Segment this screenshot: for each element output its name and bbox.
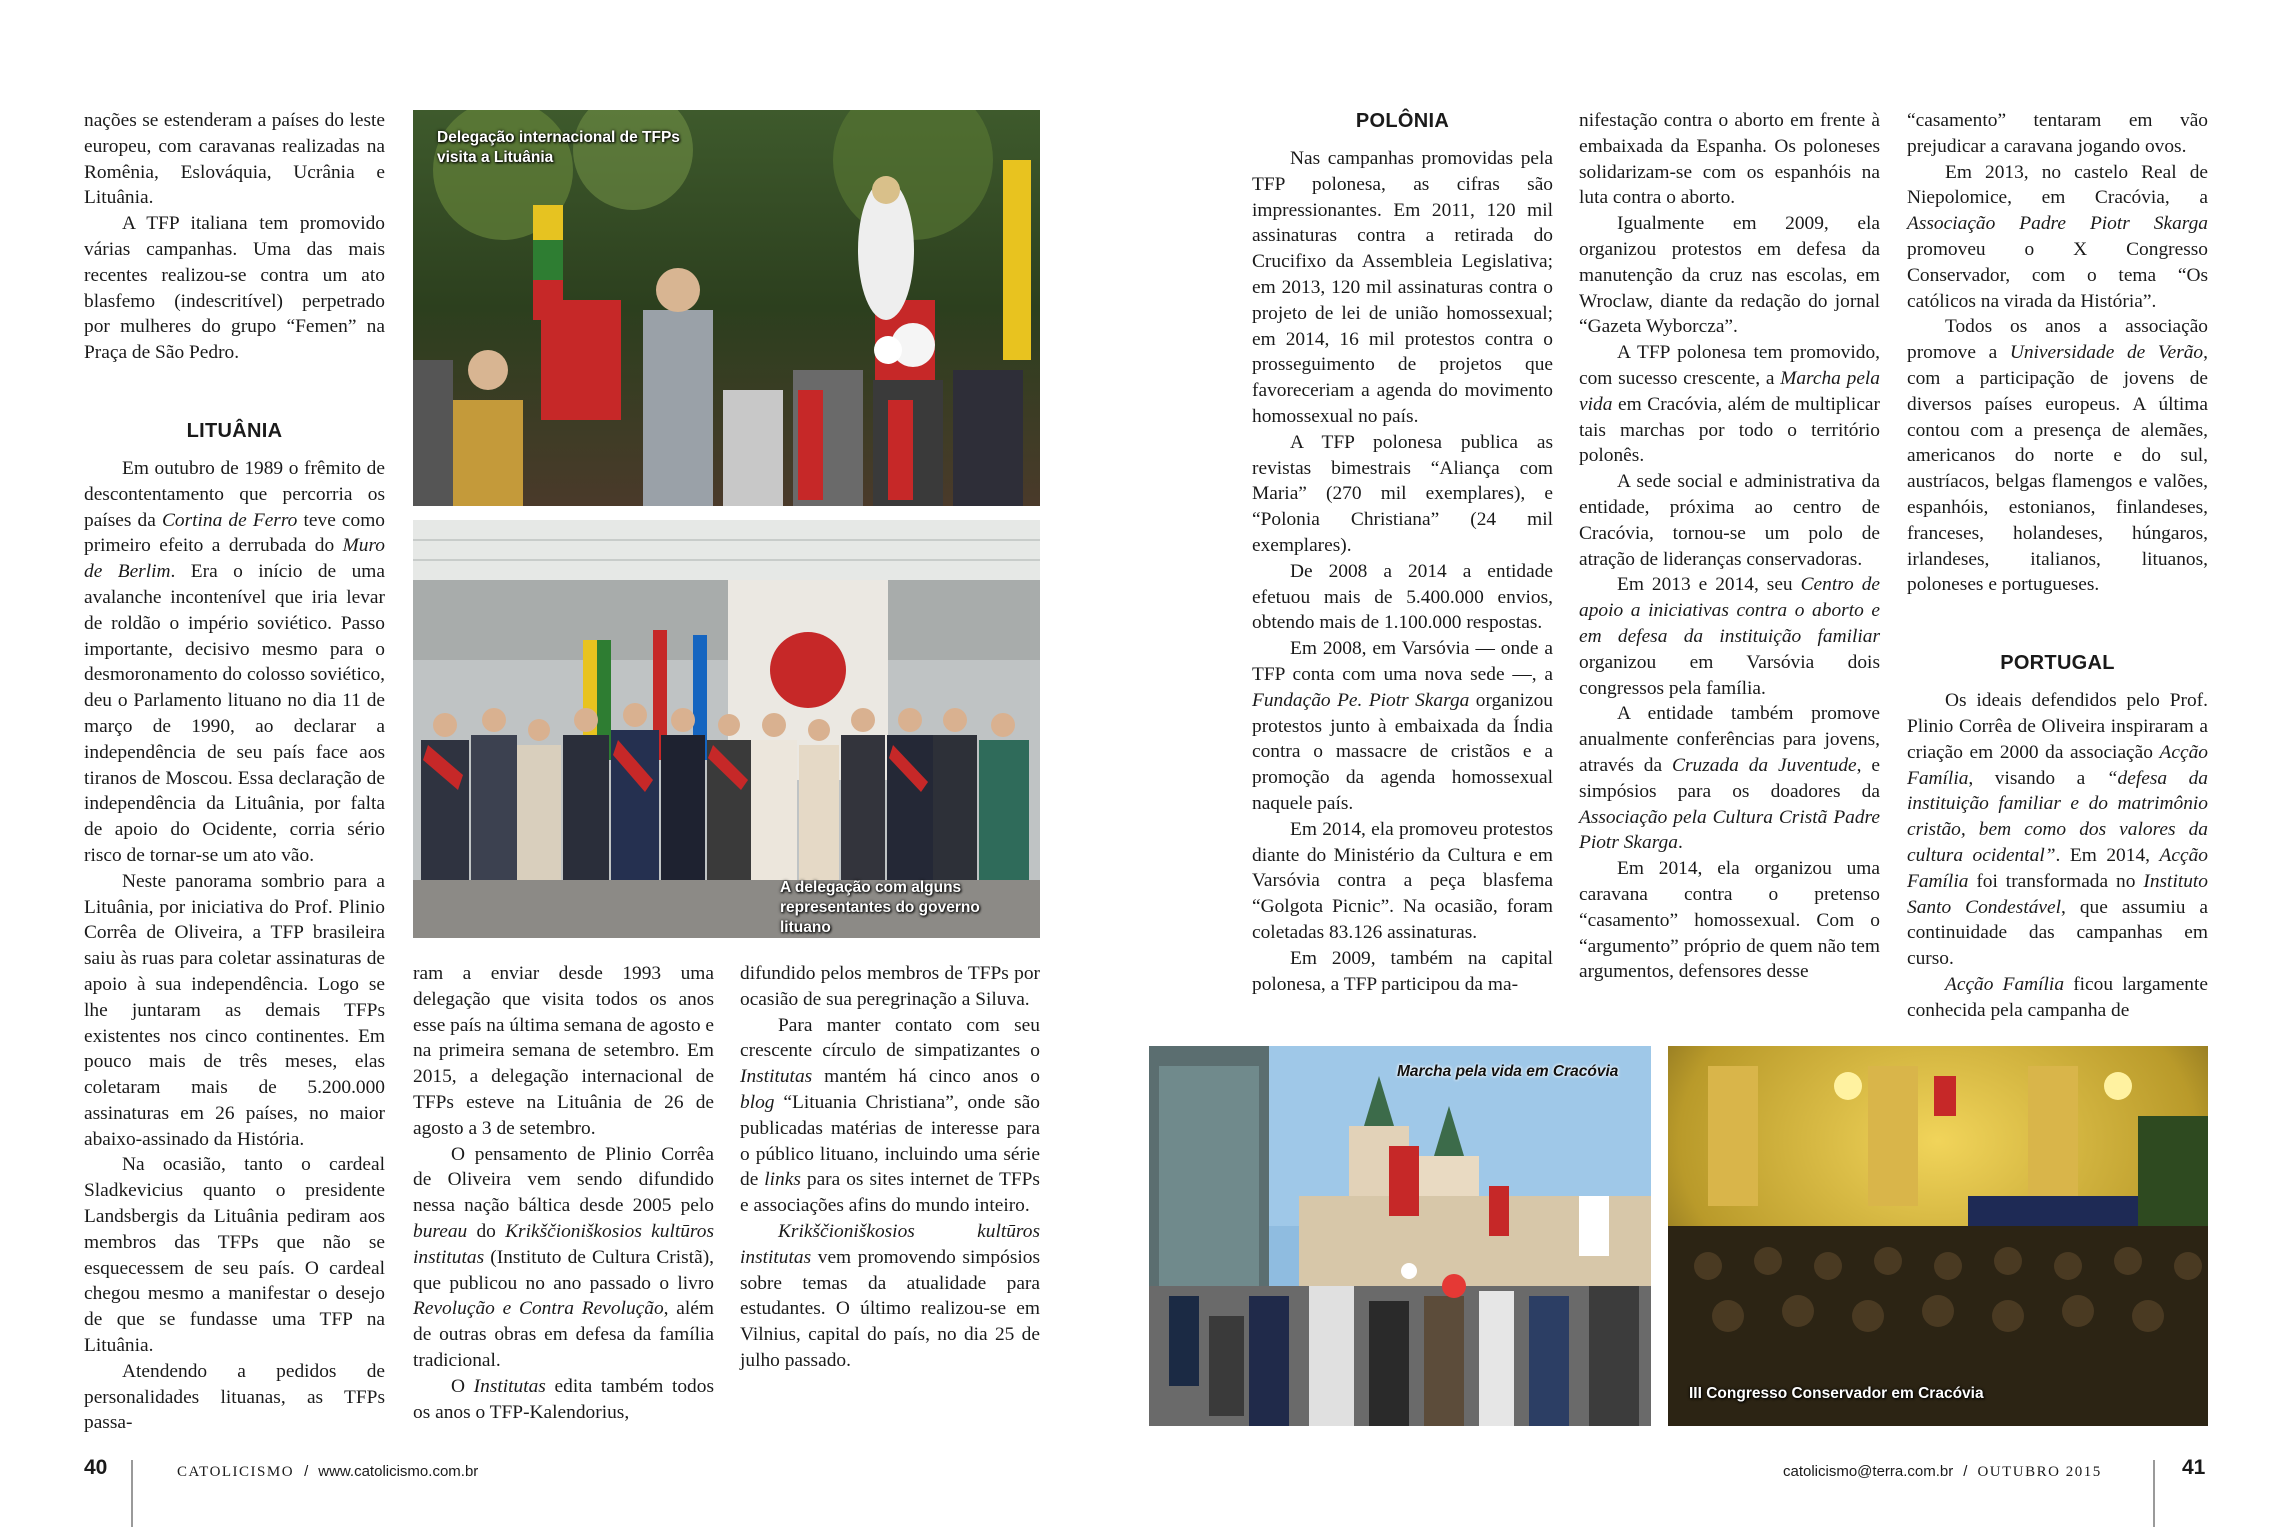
paragraph: nifestação contra o aborto em frente à embaixada da Espanha. Os poloneses solidarizam-se com os espanhóis na luta contra o aborto. xyxy=(1579,110,1880,209)
paragraph: Em 2008, em Varsóvia — onde a TFP conta com uma nova sede —, a Fundação Pe. Piotr Skarga organizou protestos junto à embaixada da Índia contra o massacre de cristãos e a promoção da agenda homossexual naquele país. xyxy=(1252,638,1553,814)
footer-separator: / xyxy=(1963,1463,1968,1480)
paragraph: A TFP polonesa publica as revistas bimestrais “Aliança com Maria” (270 mil exemplares), e “Polonia Christiana” (24 mil exemplares). xyxy=(1252,431,1553,556)
paragraph: ram a enviar desde 1993 uma delegação que visita todos os anos esse país na última semana de agosto e na primeira semana de setembro. Em 2015, a delegação internacional de TFPs esteve na Lituânia de 26 de agosto a 3 de setembro. xyxy=(413,963,714,1139)
right-page xyxy=(1139,0,2278,1527)
paragraph: Em 2014, ela organizou uma caravana contra o pretenso “casamento” homossexual. Com o “argumento” próprio de quem não tem argumentos, defensores desse xyxy=(1579,858,1880,983)
paragraph: Todos os anos a associação promove a Universidade de Verão, com a participação de jovens de diversos países europeus. A última contou com a presença de alemães, americanos do norte e do sul, austríacos, belgas flamengos e valões, espanhóis, estonianos, finlandeses, franceses, holandeses, húngaros, irlandeses, italianos, lituanos, poloneses e portugueses. xyxy=(1907,316,2208,596)
footer-masthead xyxy=(1783,1462,2102,1482)
paragraph: Os ideais defendidos pelo Prof. Plinio Corrêa de Oliveira inspiraram a criação em 2000 da associação Acção Família, visando a “defesa da instituição familiar e do matrimônio cristão, bem como dos valores da cultura ocidental”. Em 2014, Acção Família foi transformada no Instituto Santo Condestável, que assumiu a continuidade das campanhas em curso. xyxy=(1907,690,2209,970)
right-column-1 xyxy=(1252,108,1553,997)
photo-caption: A delegação com alguns representantes do governo lituano xyxy=(780,879,980,936)
paragraph: Para manter contato com seu crescente círculo de simpatizantes o Institutas mantém há cinco anos o blog “Lituania Christiana”, onde são publicadas matérias de interesse para o público lituano, incluindo uma série de links para os sites internet de TFPs e associações afins do mundo inteiro. xyxy=(740,1014,1040,1217)
magazine-name: CATOLICISMO xyxy=(177,1464,295,1480)
paragraph: A entidade também promove anualmente conferências para jovens, através da Cruzada da Juventude, e simpósios para os doadores da Associação pela Cultura Cristã Padre Piotr Skarga. xyxy=(1579,703,1880,854)
footer-left xyxy=(84,1458,107,1480)
paragraph: A TFP italiana tem promovido várias campanhas. Uma das mais recentes realizou-se contra um ato blasfemo (indescritível) perpetrado por mulheres do grupo “Femen” na Praça de São Pedro. xyxy=(84,213,385,364)
paragraph: nações se estenderam a países do leste europeu, com caravanas realizadas na Romênia, Eslováquia, Ucrânia e Lituânia. xyxy=(84,110,385,209)
paragraph: Em outubro de 1989 o frêmito de descontentamento que percorria os países da Cortina de Ferro teve como primeiro efeito a derrubada do Muro de Berlim. Era o início de uma avalanche incontenível que iria levar de roldão o império soviético. Passo importante, decisivo mesmo para o desmoronamento do colosso soviético, deu o Parlamento lituano no dia 11 de março de 1990, ao declarar a independência de seu país face aos tiranos de Moscou. Essa declaração de independência da Lituânia, por falta de apoio do Ocidente, corria sério risco de tornar-se um ato vão. xyxy=(84,457,386,866)
left-column-3 xyxy=(740,961,1040,1374)
photo-caption: Marcha pela vida em Cracóvia xyxy=(1397,1063,1619,1080)
photo-congress xyxy=(1668,1046,2208,1426)
paragraph: Acção Família ficou largamente conhecida pela campanha de xyxy=(1907,973,2208,1021)
footer-separator: / xyxy=(304,1463,309,1480)
paragraph: O pensamento de Plinio Corrêa de Oliveira vem sendo difundido nessa nação báltica desde 2005 pelo bureau do Krikščioniškosios kultūros institutas (Instituto de Cultura Cristã), que publicou no ano passado o livro Revolução e Contra Revolução, além de outras obras em defesa da família tradicional. xyxy=(413,1143,714,1371)
page-number: 41 xyxy=(2182,1456,2206,1479)
footer-divider xyxy=(2153,1460,2155,1527)
paragraph: Neste panorama sombrio para a Lituânia, por iniciativa do Prof. Plinio Corrêa de Oliveira, a TFP brasileira saiu às ruas para coletar assinaturas de apoio à sua independência. Logo se lhe juntaram as demais TFPs existentes nos cinco continentes. Em pouco mais de três meses, elas coletaram mais de 5.200.000 assinaturas em 26 países, no maior abaixo-assinado da História. xyxy=(84,870,385,1150)
footer-divider xyxy=(131,1460,133,1527)
email-link[interactable]: catolicismo@terra.com.br xyxy=(1783,1463,1954,1480)
photo-march-for-life xyxy=(1149,1046,1651,1426)
photo-delegation-lithuania xyxy=(413,110,1040,506)
paragraph: A TFP polonesa tem promovido, com sucesso crescente, a Marcha pela vida em Cracóvia, além de multiplicar tais marchas por todo o território polonês. xyxy=(1579,342,1881,467)
paragraph: De 2008 a 2014 a entidade efetuou mais de 5.400.000 envios, obtendo mais de 1.100.000 respostas. xyxy=(1252,560,1553,634)
photo-caption: Delegação internacional de TFPs visita a Lituânia xyxy=(437,129,680,166)
paragraph: Em 2014, ela promoveu protestos diante do Ministério da Cultura e em Varsóvia contra a peça blasfema “Golgota Picnic”. Na ocasião, foram coletadas 83.126 assinaturas. xyxy=(1252,818,1553,943)
section-heading-lituania: LITUÂNIA xyxy=(186,419,283,442)
paragraph: “casamento” tentaram em vão prejudicar a caravana jogando ovos. xyxy=(1907,110,2208,157)
paragraph: Em 2013 e 2014, seu Centro de apoio a iniciativas contra o aborto e em defesa da instituição familiar organizou em Varsóvia dois congressos pela família. xyxy=(1579,574,1880,699)
issue-date: OUTUBRO 2015 xyxy=(1977,1464,2102,1480)
paragraph: Igualmente em 2009, ela organizou protestos em defesa da manutenção da cruz nas escolas, em Wroclaw, diante da redação do jornal “Gazeta Wyborcza”. xyxy=(1579,213,1880,338)
paragraph: Krikščioniškosios kultūros institutas vem promovendo simpósios sobre temas da atualidade para estudantes. O último realizou-se em Vilnius, capital do país, no dia 25 de julho passado. xyxy=(740,1220,1040,1371)
left-column-1 xyxy=(84,108,385,1436)
footer-right xyxy=(2182,1458,2205,1480)
page-number: 40 xyxy=(84,1456,108,1479)
paragraph: A sede social e administrativa da entidade, próxima ao centro de Cracóvia, tornou-se um polo de atração de lideranças conservadoras. xyxy=(1579,471,1880,570)
section-heading-portugal: PORTUGAL xyxy=(2000,652,2115,675)
paragraph: O Institutas edita também todos os anos o TFP-Kalendorius, xyxy=(413,1375,714,1423)
right-column-3 xyxy=(1907,108,2208,1024)
section-heading-polonia: POLÔNIA xyxy=(1355,110,1450,132)
photo-delegation-government xyxy=(413,520,1040,938)
right-column-2 xyxy=(1579,108,1880,985)
website-link[interactable]: www.catolicismo.com.br xyxy=(318,1463,479,1480)
paragraph: Em 2009, também na capital polonesa, a TFP participou da ma- xyxy=(1252,947,1553,995)
paragraph: Na ocasião, tanto o cardeal Sladkevicius quanto o presidente Landsbergis da Lituânia pediram aos membros das TFPs que não se esquecessem de seu país. O cardeal chegou mesmo a manifestar o desejo de que se fundasse uma TFP na Lituânia. xyxy=(84,1154,385,1357)
paragraph: Nas campanhas promovidas pela TFP polonesa, as cifras são impressionantes. Em 2011, 120 mil assinaturas contra a retirada do Crucifixo da Assembleia Legislativa; em 2013, 120 mil assinaturas contra o projeto de lei de união homossexual; em 2014, 16 mil protestos contra o prosseguimento de projetos que favoreceriam a agenda do movimento homossexual no país. xyxy=(1252,148,1553,427)
photo-caption: III Congresso Conservador em Cracóvia xyxy=(1689,1385,1984,1402)
paragraph: Em 2013, no castelo Real de Niepolomice, em Cracóvia, a Associação Padre Piotr Skarga promoveu o X Congresso Conservador, com o tema “Os católicos na virada da História”. xyxy=(1907,161,2208,312)
paragraph: Atendendo a pedidos de personalidades lituanas, as TFPs passa- xyxy=(84,1360,385,1434)
footer-masthead xyxy=(177,1462,478,1482)
paragraph: difundido pelos membros de TFPs por ocasião de sua peregrinação a Siluva. xyxy=(740,963,1040,1010)
left-column-2 xyxy=(413,961,714,1425)
